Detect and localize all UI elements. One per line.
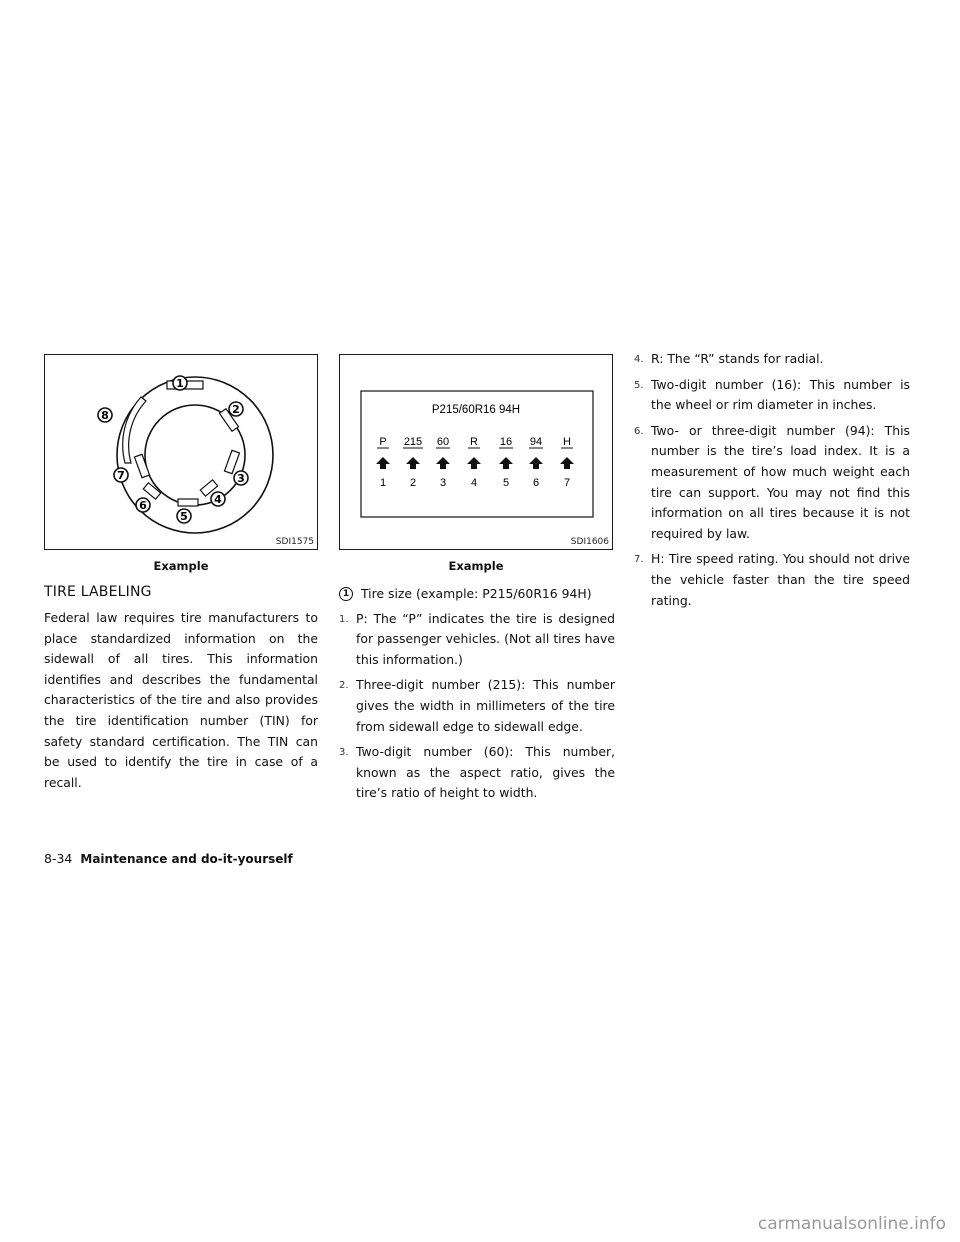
figure-caption: Example xyxy=(153,559,209,573)
list-item: 6. Two- or three-digit number (94): This number is the tire’s load index. It is a measurement of how much weight each tire can support. You may not find this information on all tires because it is not required by law. xyxy=(634,422,910,541)
callout-8: 8 xyxy=(101,409,109,422)
page-footer xyxy=(44,851,293,866)
size-num-4: 4 xyxy=(470,477,478,489)
size-part-60: 60 xyxy=(436,436,450,448)
size-num-7: 7 xyxy=(563,477,571,489)
section-heading: TIRE LABELING xyxy=(44,584,152,600)
size-part-p: P xyxy=(379,436,387,448)
callout-5: 5 xyxy=(180,510,188,523)
size-part-94: 94 xyxy=(529,436,543,448)
size-num-6: 6 xyxy=(532,477,540,489)
size-label-text: P215/60R16 94H xyxy=(431,404,521,416)
column-3 xyxy=(634,349,910,616)
column-2 xyxy=(339,584,615,809)
tire-size-diagram xyxy=(340,355,612,549)
label-mark-5 xyxy=(178,499,198,506)
callout-4: 4 xyxy=(214,493,222,506)
size-num-5: 5 xyxy=(502,477,510,489)
tire-sidewall-diagram xyxy=(45,355,317,549)
size-part-r: R xyxy=(470,436,478,448)
tire-size-line xyxy=(339,584,615,605)
size-num-3: 3 xyxy=(439,477,447,489)
tire-sidewall-figure xyxy=(44,354,318,550)
intro-paragraph: Federal law requires tire manufacturers to place standardized information on the sidewall of all tires. This information identifies and describes the fundamental characteristics of the tire and also provides the tire identification number (TIN) for safety standard certification. The TIN can be used to identify the tire in case of a recall. xyxy=(44,610,318,790)
tire-size-list-continued xyxy=(634,349,910,611)
page-number: 8-34 xyxy=(44,851,73,866)
label-mark-6 xyxy=(143,483,160,499)
callout-3: 3 xyxy=(237,472,245,485)
figure-code: SDI1606 xyxy=(570,537,609,547)
circled-number-icon: 1 xyxy=(339,587,353,601)
callout-1: 1 xyxy=(176,377,184,390)
list-item: 3. Two-digit number (60): This number, known as the aspect ratio, gives the tire’s ratio of height to width. xyxy=(339,744,615,801)
figure-code: SDI1575 xyxy=(275,537,314,547)
callout-2: 2 xyxy=(232,403,240,416)
label-mark-3 xyxy=(224,450,239,473)
list-item: 2. Three-digit number (215): This number gives the width in millimeters of the tire from sidewall edge to sidewall edge. xyxy=(339,677,615,734)
size-part-16: 16 xyxy=(499,436,513,448)
arrow-up-icons xyxy=(376,457,574,469)
section-name: Maintenance and do-it-yourself xyxy=(80,852,293,866)
label-mark-7 xyxy=(134,454,149,477)
callout-7: 7 xyxy=(117,469,125,482)
size-part-h: H xyxy=(563,436,571,448)
list-item: 5. Two-digit number (16): This number is the wheel or rim diameter in inches. xyxy=(634,376,910,413)
tire-size-figure xyxy=(339,354,613,550)
watermark: carmanualsonline.info xyxy=(757,1214,946,1234)
tire-size-list xyxy=(339,609,615,804)
list-item: 7. H: Tire speed rating. You should not drive the vehicle faster than the tire speed rating. xyxy=(634,551,910,608)
figure-caption: Example xyxy=(448,559,504,573)
list-item: 4. R: The “R” stands for radial. xyxy=(634,351,824,366)
size-num-1: 1 xyxy=(379,477,387,489)
size-part-215: 215 xyxy=(403,436,423,448)
list-item: 1. P: The “P” indicates the tire is designed for passenger vehicles. (Not all tires have this information.) xyxy=(339,610,615,667)
size-num-2: 2 xyxy=(409,477,417,489)
callout-6: 6 xyxy=(139,499,147,512)
tire-size-text: Tire size (example: P215/60R16 94H) xyxy=(361,586,592,601)
label-mark-8 xyxy=(123,397,146,463)
